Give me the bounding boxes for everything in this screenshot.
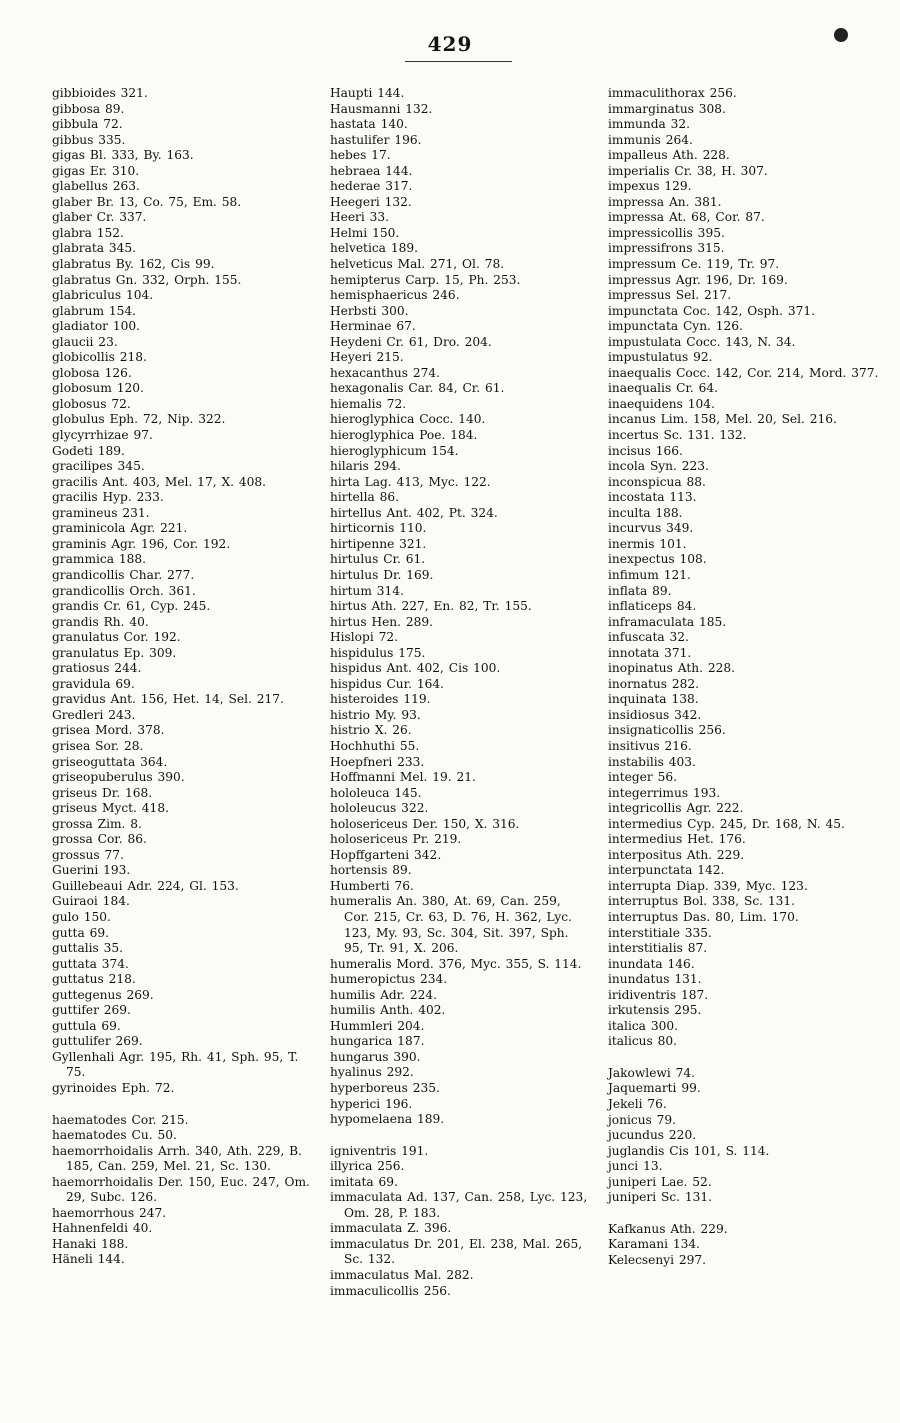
index-entry: gutta 69. — [52, 925, 109, 940]
header-rule — [405, 61, 512, 62]
index-entry: incostata 113. — [608, 490, 697, 505]
index-entry: incisus 166. — [608, 443, 683, 458]
index-entry: globulus Eph. 72, Nip. 322. — [52, 412, 226, 427]
index-entry: granulatus Ep. 309. — [52, 645, 177, 660]
index-entry: hebes 17. — [330, 148, 391, 163]
index-entry: hieroglyphicum 154. — [330, 443, 459, 458]
index-entry: igniventris 191. — [330, 1143, 429, 1158]
index-entry: histrio X. 26. — [330, 723, 412, 738]
index-entry: Hummleri 204. — [330, 1018, 425, 1033]
index-entry: immaculicollis 256. — [330, 1283, 451, 1298]
index-entry: immaculata Ad. 137, Can. 258, Lyc. 123, Om. 28, P. 183. — [330, 1190, 588, 1220]
index-entry: hispidus Cur. 164. — [330, 676, 445, 691]
index-entry: gigas Bl. 333, By. 163. — [52, 148, 194, 163]
index-entry: gladiator 100. — [52, 319, 141, 334]
index-entry: griseopuberulus 390. — [52, 770, 185, 785]
index-entry: interpunctata 142. — [608, 863, 725, 878]
index-entry: haematodes Cu. 50. — [52, 1128, 177, 1143]
index-entry: impexus 129. — [608, 179, 692, 194]
index-entry: hyalinus 292. — [330, 1065, 414, 1080]
index-entry: grossa Cor. 86. — [52, 832, 147, 847]
index-entry: impunctata Coc. 142, Osph. 371. — [608, 303, 816, 318]
index-entry: grandis Cr. 61, Cyp. 245. — [52, 599, 211, 614]
index-entry: haematodes Cor. 215. — [52, 1112, 189, 1127]
index-entry: gibbula 72. — [52, 117, 123, 132]
index-entry: globicollis 218. — [52, 350, 147, 365]
index-entry: grossus 77. — [52, 847, 124, 862]
index-entry: impressa An. 381. — [608, 194, 722, 209]
index-entry: inermis 101. — [608, 536, 687, 551]
index-entry: hirticornis 110. — [330, 521, 427, 536]
index-entry: glabrata 345. — [52, 241, 137, 256]
index-entry: globosus 72. — [52, 396, 131, 411]
index-entry: Heydeni Cr. 61, Dro. 204. — [330, 334, 492, 349]
index-entry: inornatus 282. — [608, 676, 700, 691]
index-entry: hypomelaena 189. — [330, 1112, 445, 1127]
index-entry: immunis 264. — [608, 132, 693, 147]
index-entry: Godeti 189. — [52, 443, 125, 458]
index-entry: impressus Agr. 196, Dr. 169. — [608, 272, 788, 287]
index-entry: Jaquemarti 99. — [608, 1081, 701, 1096]
index-entry: Hopffgarteni 342. — [330, 847, 442, 862]
ink-blot — [834, 28, 848, 42]
index-entry: gracilipes 345. — [52, 459, 145, 474]
index-entry: Humberti 76. — [330, 878, 414, 893]
index-entry: immaculatus Mal. 282. — [330, 1268, 474, 1283]
index-entry: hirtella 86. — [330, 490, 400, 505]
index-entry: inflata 89. — [608, 583, 672, 598]
index-entry: guttegenus 269. — [52, 987, 154, 1002]
index-entry: helvetica 189. — [330, 241, 418, 256]
index-entry: humeropictus 234. — [330, 972, 448, 987]
index-entry: hastata 140. — [330, 117, 408, 132]
index-entry: hirta Lag. 413, Myc. 122. — [330, 474, 491, 489]
index-entry: glaber Br. 13, Co. 75, Em. 58. — [52, 194, 242, 209]
index-entry: hebraea 144. — [330, 163, 413, 178]
index-entry: gibbus 335. — [52, 132, 126, 147]
index-entry: hungarus 390. — [330, 1049, 421, 1064]
index-entry: guttulifer 269. — [52, 1034, 143, 1049]
index-entry: integerrimus 193. — [608, 785, 721, 800]
index-entry: gramineus 231. — [52, 505, 150, 520]
index-entry: globosum 120. — [52, 381, 144, 396]
index-entry: hiemalis 72. — [330, 396, 407, 411]
index-entry: glycyrrhizae 97. — [52, 428, 153, 443]
index-entry: hieroglyphica Cocc. 140. — [330, 412, 486, 427]
index-entry: holosericeus Pr. 219. — [330, 832, 462, 847]
index-entry: hispidus Ant. 402, Cis 100. — [330, 661, 501, 676]
index-entry: glabra 152. — [52, 225, 124, 240]
index-entry: hispidulus 175. — [330, 645, 426, 660]
index-entry: Hahnenfeldi 40. — [52, 1221, 153, 1236]
index-entry: haemorrhous 247. — [52, 1205, 167, 1220]
index-entry: inconspicua 88. — [608, 474, 706, 489]
index-entry: glaucii 23. — [52, 334, 118, 349]
index-entry: iridiventris 187. — [608, 987, 709, 1002]
index-entry: griseus Dr. 168. — [52, 785, 153, 800]
index-entry: juniperi Sc. 131. — [608, 1190, 713, 1205]
index-entry: imperialis Cr. 38, H. 307. — [608, 163, 768, 178]
index-column-1 — [52, 86, 310, 1268]
index-entry: inundatus 131. — [608, 972, 702, 987]
index-entry: gratiosus 244. — [52, 661, 142, 676]
index-entry: grandis Rh. 40. — [52, 614, 149, 629]
index-entry: Herbsti 300. — [330, 303, 409, 318]
index-entry: innotata 371. — [608, 645, 692, 660]
index-entry: guttata 374. — [52, 956, 129, 971]
index-entry: holosericeus Der. 150, X. 316. — [330, 816, 520, 831]
index-entry: globosa 126. — [52, 365, 132, 380]
index-entry: haemorrhoidalis Der. 150, Euc. 247, Om. 29, Subc. 126. — [52, 1174, 310, 1205]
index-entry: insignaticollis 256. — [608, 723, 726, 738]
index-entry: gyrinoides Eph. 72. — [52, 1081, 175, 1095]
index-entry: incola Syn. 223. — [608, 459, 709, 474]
index-entry: jucundus 220. — [608, 1128, 697, 1143]
index-entry: interstitiale 335. — [608, 925, 712, 940]
index-entry: Gredleri 243. — [52, 707, 136, 722]
index-column-3 — [608, 86, 880, 1268]
index-entry: insitivus 216. — [608, 738, 692, 753]
index-entry: italica 300. — [608, 1018, 678, 1033]
index-entry: Guiraoi 184. — [52, 894, 130, 909]
index-entry: intermedius Cyp. 245, Dr. 168, N. 45. — [608, 816, 845, 831]
index-entry: juniperi Lae. 52. — [608, 1174, 712, 1189]
index-entry: hyperici 196. — [330, 1096, 413, 1111]
index-entry: inculta 188. — [608, 505, 683, 520]
index-entry: grisea Mord. 378. — [52, 723, 165, 738]
index-entry: gravidula 69. — [52, 676, 135, 691]
index-entry: immaculatus Dr. 201, El. 238, Mal. 265, Sc. 132. — [330, 1236, 583, 1267]
index-entry: Gyllenhali Agr. 195, Rh. 41, Sph. 95, T. 75. — [52, 1049, 299, 1080]
index-entry: Heeri 33. — [330, 210, 390, 225]
index-entry: inquinata 138. — [608, 692, 699, 707]
index-entry: irkutensis 295. — [608, 1003, 702, 1018]
index-entry: impressa At. 68, Cor. 87. — [608, 210, 765, 225]
index-entry: gracilis Hyp. 233. — [52, 490, 164, 505]
index-entry: grandicollis Orch. 361. — [52, 583, 196, 598]
index-entry: gibbioides 321. — [52, 86, 148, 100]
index-entry: impressifrons 315. — [608, 241, 725, 256]
index-entry: hirtum 314. — [330, 583, 404, 598]
index-entry: Heyeri 215. — [330, 350, 404, 365]
index-entry: insidiosus 342. — [608, 707, 702, 722]
index-entry: immaculithorax 256. — [608, 86, 737, 100]
index-entry: Kelecsenyi 297. — [608, 1252, 707, 1267]
index-entry: griseoguttata 364. — [52, 754, 168, 769]
index-entry: interpositus Ath. 229. — [608, 847, 745, 862]
index-entry: inundata 146. — [608, 956, 695, 971]
index-entry: incurvus 349. — [608, 521, 694, 536]
page-number: 429 — [427, 32, 473, 56]
index-entry: guttula 69. — [52, 1018, 121, 1033]
index-entry: Hausmanni 132. — [330, 101, 433, 116]
index-entry: gigas Er. 310. — [52, 163, 140, 178]
index-entry: impressicollis 395. — [608, 225, 725, 240]
index-entry: histrio My. 93. — [330, 707, 421, 722]
index-entry: hirtus Hen. 289. — [330, 614, 434, 629]
index-entry: grisea Sor. 28. — [52, 738, 144, 753]
index-entry: griseus Myct. 418. — [52, 801, 169, 816]
index-entry: guttatus 218. — [52, 972, 136, 987]
index-entry: grossa Zim. 8. — [52, 816, 142, 831]
index-entry: inopinatus Ath. 228. — [608, 661, 735, 676]
index-entry: guttifer 269. — [52, 1003, 131, 1018]
index-entry: humeralis Mord. 376, Myc. 355, S. 114. — [330, 956, 582, 971]
index-entry: Jakowlewi 74. — [608, 1065, 696, 1080]
index-entry: granulatus Cor. 192. — [52, 630, 181, 645]
index-entry: impustulatus 92. — [608, 350, 713, 365]
index-entry: hemipterus Carp. 15, Ph. 253. — [330, 272, 521, 287]
index-entry: interstitialis 87. — [608, 941, 708, 956]
index-entry: glabratus By. 162, Cis 99. — [52, 257, 215, 272]
index-entry: Karamani 134. — [608, 1237, 701, 1252]
index-entry: hieroglyphica Poe. 184. — [330, 428, 478, 443]
index-entry: humilis Adr. 224. — [330, 987, 438, 1002]
index-entry: hirtus Ath. 227, En. 82, Tr. 155. — [330, 599, 532, 614]
index-entry: italicus 80. — [608, 1034, 678, 1049]
index-entry: grandicollis Char. 277. — [52, 567, 195, 582]
index-entry: Jekeli 76. — [608, 1097, 667, 1111]
index-entry: Helmi 150. — [330, 225, 400, 240]
index-entry: impalleus Ath. 228. — [608, 148, 730, 163]
index-entry: infimum 121. — [608, 567, 691, 582]
index-entry: inexpectus 108. — [608, 552, 707, 567]
index-entry: hexagonalis Car. 84, Cr. 61. — [330, 381, 505, 396]
index-entry: gracilis Ant. 403, Mel. 17, X. 408. — [52, 474, 267, 489]
index-entry: immaculata Z. 396. — [330, 1221, 452, 1236]
index-entry: inframaculata 185. — [608, 614, 727, 629]
index-entry: hirtellus Ant. 402, Pt. 324. — [330, 505, 498, 520]
index-entry: histeroides 119. — [330, 692, 431, 707]
index-entry: hederae 317. — [330, 179, 413, 194]
index-entry: gravidus Ant. 156, Het. 14, Sel. 217. — [52, 692, 284, 707]
index-entry: Herminae 67. — [330, 319, 416, 334]
index-entry: gibbosa 89. — [52, 101, 125, 116]
index-entry: infuscata 32. — [608, 630, 689, 645]
index-entry: Guillebeaui Adr. 224, Gl. 153. — [52, 878, 239, 893]
index-entry: intermedius Het. 176. — [608, 832, 746, 847]
index-entry: interruptus Das. 80, Lim. 170. — [608, 909, 799, 924]
index-entry: helveticus Mal. 271, Ol. 78. — [330, 257, 505, 272]
index-entry: impressum Ce. 119, Tr. 97. — [608, 257, 780, 272]
index-entry: glabratus Gn. 332, Orph. 155. — [52, 272, 242, 287]
index-entry: hirtulus Dr. 169. — [330, 567, 434, 582]
index-entry: imitata 69. — [330, 1174, 398, 1189]
index-entry: Guerini 193. — [52, 863, 131, 878]
index-entry: juglandis Cis 101, S. 114. — [608, 1143, 770, 1158]
index-entry: immunda 32. — [608, 117, 691, 132]
index-entry: Hochhuthi 55. — [330, 738, 420, 753]
index-entry: Heegeri 132. — [330, 194, 412, 209]
index-entry: graminicola Agr. 221. — [52, 521, 188, 536]
index-entry: immarginatus 308. — [608, 101, 726, 116]
index-entry: Hanaki 188. — [52, 1236, 129, 1251]
index-entry: glabrum 154. — [52, 303, 137, 318]
index-entry: inaequidens 104. — [608, 396, 715, 411]
index-entry: Hoepfneri 233. — [330, 754, 425, 769]
index-entry: glaber Cr. 337. — [52, 210, 147, 225]
index-entry: humeralis An. 380, At. 69, Can. 259, Cor. 215, Cr. 63, D. 76, H. 362, Lyc. 123, My. 93, Sc. 304, Sit. 397, Sph. 95, Tr. 91, X. 206. — [330, 894, 572, 956]
index-entry: inaequalis Cocc. 142, Cor. 214, Mord. 377. — [608, 365, 879, 380]
index-entry: hungarica 187. — [330, 1034, 425, 1049]
index-entry: junci 13. — [608, 1159, 663, 1174]
index-entry: guttalis 35. — [52, 941, 124, 956]
index-column-2 — [330, 86, 588, 1299]
index-entry: glabriculus 104. — [52, 288, 154, 303]
index-entry: hirtipenne 321. — [330, 536, 427, 551]
index-entry: humilis Anth. 402. — [330, 1003, 446, 1018]
index-entry: grammica 188. — [52, 552, 147, 567]
index-entry: hilaris 294. — [330, 459, 401, 474]
index-entry: inflaticeps 84. — [608, 599, 697, 614]
index-entry: impunctata Cyn. 126. — [608, 319, 743, 334]
index-entry: impustulata Cocc. 143, N. 34. — [608, 334, 796, 349]
index-entry: hastulifer 196. — [330, 132, 422, 147]
index-entry: Hoffmanni Mel. 19. 21. — [330, 770, 476, 785]
index-entry: hortensis 89. — [330, 863, 412, 878]
index-entry: graminis Agr. 196, Cor. 192. — [52, 536, 231, 551]
index-entry: jonicus 79. — [608, 1112, 677, 1127]
index-entry: integricollis Agr. 222. — [608, 801, 744, 816]
index-entry: Häneli 144. — [52, 1252, 125, 1267]
index-entry: hyperboreus 235. — [330, 1081, 440, 1095]
index-entry: hemisphaericus 246. — [330, 288, 460, 303]
index-entry: inaequalis Cr. 64. — [608, 381, 719, 396]
index-entry: impressus Sel. 217. — [608, 288, 732, 303]
index-entry: Hislopi 72. — [330, 630, 398, 645]
index-entry: integer 56. — [608, 770, 677, 785]
index-entry: glabellus 263. — [52, 179, 140, 194]
index-entry: interruptus Bol. 338, Sc. 131. — [608, 894, 796, 909]
index-entry: incanus Lim. 158, Mel. 20, Sel. 216. — [608, 412, 837, 427]
index-entry: instabilis 403. — [608, 754, 696, 769]
index-entry: interrupta Diap. 339, Myc. 123. — [608, 878, 808, 893]
index-entry: Kafkanus Ath. 229. — [608, 1221, 728, 1236]
index-entry: haemorrhoidalis Arrh. 340, Ath. 229, B. 185, Can. 259, Mel. 21, Sc. 130. — [52, 1143, 302, 1174]
index-entry: hololeucus 322. — [330, 801, 429, 816]
index-entry: illyrica 256. — [330, 1159, 405, 1174]
index-entry: hexacanthus 274. — [330, 365, 441, 380]
index-entry: gulo 150. — [52, 909, 111, 924]
index-entry: hirtulus Cr. 61. — [330, 552, 426, 567]
index-entry: Haupti 144. — [330, 86, 405, 100]
index-entry: incertus Sc. 131. 132. — [608, 428, 747, 443]
index-entry: hololeuca 145. — [330, 785, 422, 800]
